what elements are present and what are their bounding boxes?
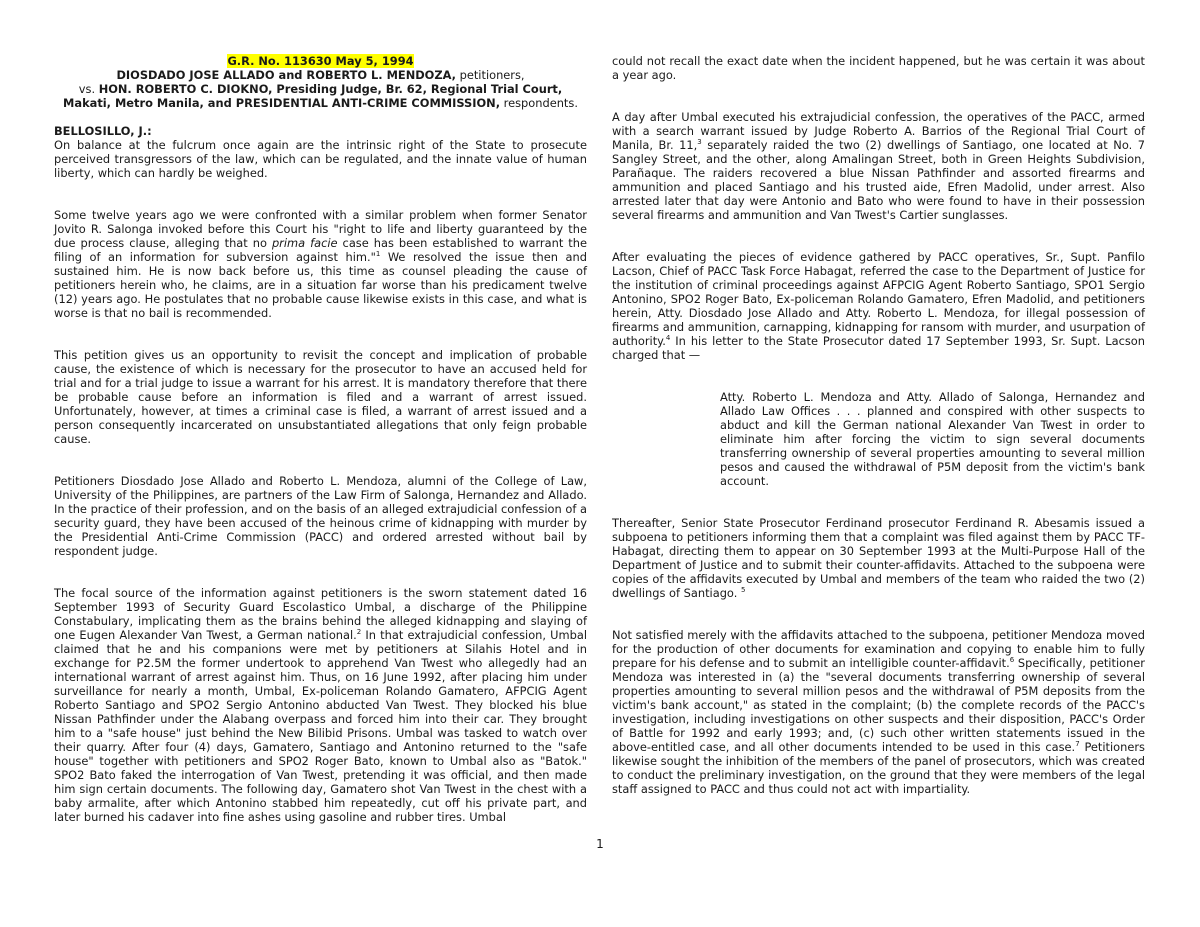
italic-term: prima facie (271, 236, 338, 250)
paragraph: could not recall the exact date when the incident happened, but he was certain it was about a year ago. (612, 54, 1145, 82)
respondents-names: HON. ROBERTO C. DIOKNO, Presiding Judge, Br. 62, Regional Trial Court, Makati, Metro Manila, and PRESIDENTIAL ANTI-CRIME COMMISSION, (63, 82, 563, 110)
versus-label: vs. (78, 82, 99, 96)
ponente: BELLOSILLO, J.: (54, 124, 152, 138)
footnote-ref[interactable]: 6 (1009, 656, 1015, 665)
case-header (54, 54, 587, 110)
footnote-ref[interactable]: 4 (665, 334, 671, 343)
paragraph: Petitioners Diosdado Jose Allado and Roberto L. Mendoza, alumni of the College of Law, University of the Philippines, are partners of the Law Firm of Salonga, Hernandez and Allado. In the practice of their profession, and on the basis of an alleged extrajudicial confession of a security guard, they have been accused of the heinous crime of kidnapping with murder by the Presidential Anti-Crime Commission (PACC) and ordered arrested without bail by respondent judge. (54, 474, 587, 558)
paragraph: Not satisfied merely with the affidavits attached to the subpoena, petitioner Mendoza moved for the production of other documents for examination and copying to enable him to fully prepare for his defense and to submit an intelligible counter-affidavit.$^6$ Specifically, petitioner Mendoza was interested in (a) the "several documents transferring ownership of several properties amounting to several million pesos and the withdrawal of P5M deposits from the victim's bank account," as stated in the complaint; (b) the complete records of the PACC's investigation, including investigations on other suspects and their disposition, PACC's Order of Battle for 1992 and early 1993; and, (c) such other written statements issued in the above-entitled case, and all other documents intended to be used in this case.$^7$ Petitioners likewise sought the inhibition of the members of the panel of prosecutors, which was created to conduct the preliminary investigation, on the ground that they were members of the legal staff assigned to PACC and thus could not act with impartiality. (612, 628, 1145, 796)
block-quote: Atty. Roberto L. Mendoza and Atty. Allado of Salonga, Hernandez and Allado Law Offices . . . planned and conspired with other suspects to abduct and kill the German national Alexander Van Twest in order to eliminate him after forcing the victim to sign several documents transferring ownership of several properties amounting to several million pesos and caused the withdrawal of P5M deposit from the victim's bank account. (720, 390, 1145, 488)
paragraph: On balance at the fulcrum once again are the intrinsic right of the State to prosecute perceived transgressors of the law, which can be regulated, and the innate value of human liberty, which can hardly be weighed. (54, 138, 587, 180)
footnote-ref[interactable]: 5 (740, 586, 746, 595)
paragraph: Some twelve years ago we were confronted with a similar problem when former Senator Jovito R. Salonga invoked before this Court his "right to life and liberty guaranteed by the due process clause, alleging that no prima facie case has been established to warrant the filing of an information for subversion against him."$^1$ We resolved the issue then and sustained him. He is now back before us, this time as counsel pleading the cause of petitioners herein who, he claims, are in a situation far worse than his predicament twelve (12) years ago. He postulates that no probable cause likewise exists in this case, and what is worse is that no bail is recommended. (54, 208, 587, 320)
case-number: G.R. No. 113630 May 5, 1994 (227, 54, 414, 68)
petitioners-role: petitioners, (455, 68, 525, 82)
footnote-ref[interactable]: 2 (356, 628, 362, 637)
footnote-ref[interactable]: 3 (697, 138, 702, 147)
paragraph: This petition gives us an opportunity to revisit the concept and implication of probable cause, the existence of which is necessary for the prosecutor to have an accused held for trial and for a trial judge to issue a warrant for his arrest. It is mandatory therefore that there be probable cause before an information is filed and a warrant of arrest issued. Unfortunately, however, at times a criminal case is filed, a warrant of arrest issued and a person consequently incarcerated on unsubstantiated allegations that only feign probable cause. (54, 348, 587, 446)
page-number: 1 (596, 837, 604, 851)
paragraph: The focal source of the information against petitioners is the sworn statement dated 16 September 1993 of Security Guard Escolastico Umbal, a discharge of the Philippine Constabulary, implicating them as the brains behind the alleged kidnapping and slaying of one Eugen Alexander Van Twest, a German national.$^2$ In that extrajudicial confession, Umbal claimed that he and his companions were met by petitioners at Silahis Hotel and in exchange for P2.5M the former undertook to apprehend Van Twest who allegedly had an international warrant of arrest against him. Thus, on 16 June 1992, after placing him under surveillance for nearly a month, Umbal, Ex-policeman Rolando Gamatero, AFPCIG Agent Roberto Santiago and SPO2 Sergio Antonino abducted Van Twest. They blocked his blue Nissan Pathfinder under the Alabang overpass and forced him into their car. They brought him to a "safe house" just behind the New Bilibid Prisons. Umbal was tasked to watch over their quarry. After four (4) days, Gamatero, Santiago and Antonino returned to the "safe house" together with petitioners and SPO2 Roger Bato, known to Umbal also as "Batok." SPO2 Bato faked the interrogation of Van Twest, pretending it was official, and then made him sign certain documents. The following day, Gamatero shot Van Twest in the chest with a baby armalite, after which Antonino stabbed him repeatedly, cut off his private part, and later burned his cadaver into fine ashes using gasoline and rubber tires. Umbal (54, 586, 587, 824)
left-column (54, 54, 587, 824)
footnote-ref[interactable]: 1 (375, 250, 381, 259)
right-column (612, 54, 1145, 796)
paragraph: Thereafter, Senior State Prosecutor Ferdinand prosecutor Ferdinand R. Abesamis issued a subpoena to petitioners informing them that a complaint was filed against them by PACC TF-Habagat, directing them to appear on 30 September 1993 at the Multi-Purpose Hall of the Department of Justice and to submit their counter-affidavits. Attached to the subpoena were copies of the affidavits executed by Umbal and members of the team who raided the two (2) dwellings of Santiago. $^5$ (612, 516, 1145, 600)
footnote-ref[interactable]: 7 (1075, 740, 1080, 749)
paragraph: A day after Umbal executed his extrajudicial confession, the operatives of the PACC, armed with a search warrant issued by Judge Roberto A. Barrios of the Regional Trial Court of Manila, Br. 11,$^3$ separately raided the two (2) dwellings of Santiago, one located at No. 7 Sangley Street, and the other, along Amalingan Street, both in Green Heights Subdivision, Parañaque. The raiders recovered a blue Nissan Pathfinder and assorted firearms and ammunition and placed Santiago and his trusted aide, Efren Madolid, under arrest. Also arrested later that day were Antonio and Bato who were found to have in their possession several firearms and ammunition and Van Twest's Cartier sunglasses. (612, 110, 1145, 222)
paragraph: After evaluating the pieces of evidence gathered by PACC operatives, Sr., Supt. Panfilo Lacson, Chief of PACC Task Force Habagat, referred the case to the Department of Justice for the institution of criminal proceedings against AFPCIG Agent Roberto Santiago, SPO1 Sergio Antonino, SPO2 Roger Bato, Ex-policeman Rolando Gamatero, Efren Madolid, and petitioners herein, Atty. Diosdado Jose Allado and Atty. Roberto L. Mendoza, for illegal possession of firearms and ammunition, carnapping, kidnapping for ransom with murder, and usurpation of authority.$^4$ In his letter to the State Prosecutor dated 17 September 1993, Sr. Supt. Lacson charged that — (612, 250, 1146, 362)
petitioners-names: DIOSDADO JOSE ALLADO and ROBERTO L. MENDOZA, (116, 68, 456, 82)
respondents-role: respondents. (500, 96, 578, 110)
